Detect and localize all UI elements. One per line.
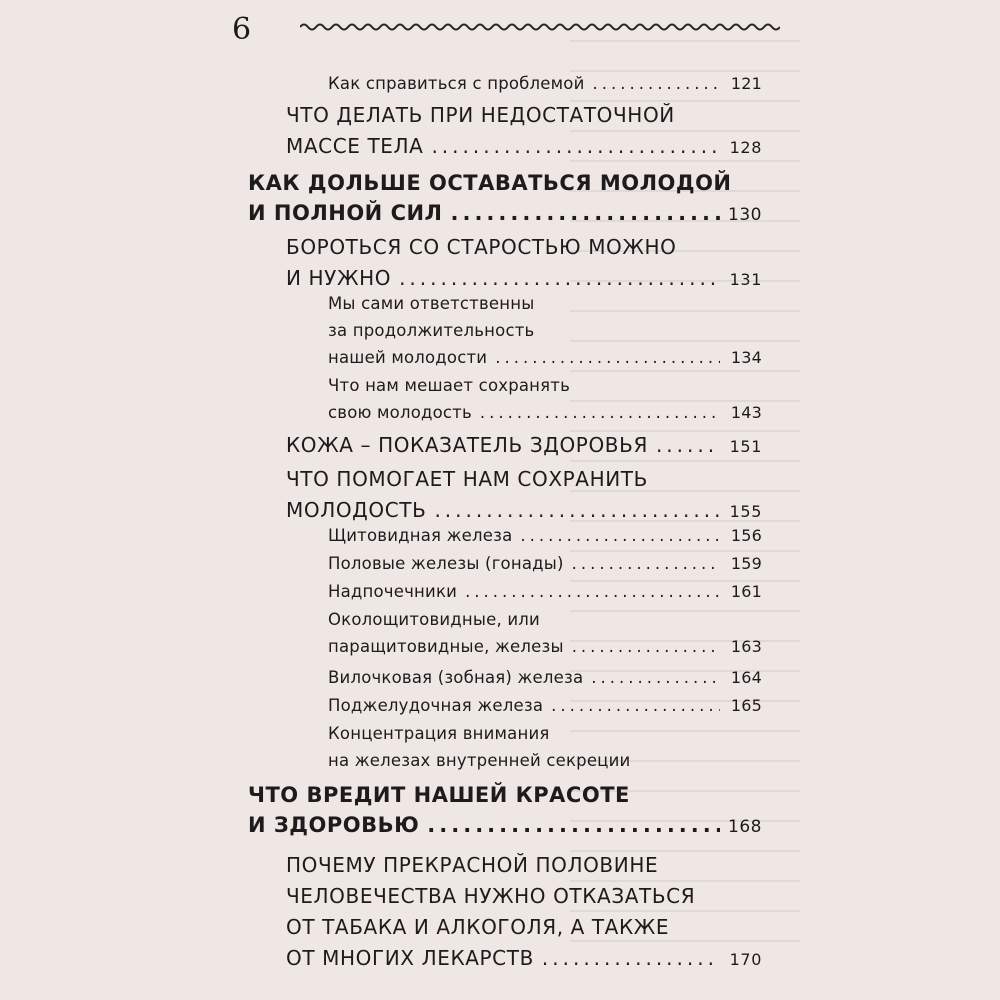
toc-entry [328,578,762,605]
toc-entry [328,70,762,97]
toc-entry [248,168,762,228]
toc-entry [328,692,762,719]
toc-entry-title: ОТ ТАБАКА И АЛКОГОЛЯ, А ТАКЖЕ [286,915,670,939]
toc-entry-title: Половые железы (гонады) [328,554,564,573]
toc-entry-title: Что нам мешает сохранять [328,376,571,395]
toc-entry [328,664,762,691]
toc-entry [286,430,762,461]
toc-page-number: 134 [730,348,762,367]
toc-page-number: 170 [729,950,762,969]
toc-entry-title: ОТ МНОГИХ ЛЕКАРСТВ [286,946,534,970]
dot-leader [465,578,720,605]
toc-page-number: 164 [730,668,762,687]
dot-leader [551,692,720,719]
toc-entry-title: Поджелудочная железа [328,696,544,715]
toc-entry-title: И НУЖНО [286,266,392,290]
toc-page-number: 155 [729,502,762,521]
toc-page-number: 143 [730,403,762,422]
toc-entry-title: Щитовидная железа [328,526,513,545]
toc-entry-title: Надпочечники [328,582,458,601]
dot-leader [431,131,720,162]
dot-leader [451,198,721,228]
toc-entry [286,100,762,162]
dot-leader [427,810,720,840]
toc-entry-title: МАССЕ ТЕЛА [286,134,424,158]
toc-entry-title: ЧТО ДЕЛАТЬ ПРИ НЕДОСТАТОЧНОЙ [286,103,675,127]
toc-entry-title: Мы сами ответственны [328,294,535,313]
toc-entry-title: Вилочковая (зобная) железа [328,668,584,687]
dot-leader [591,664,720,691]
toc-entry [328,372,762,426]
toc-entry [328,720,762,774]
dot-leader [656,430,720,461]
toc-page-number: 131 [729,270,762,289]
toc-entry-title: ЧТО ПОМОГАЕТ НАМ СОХРАНИТЬ [286,467,648,491]
toc-entry-title: ЧЕЛОВЕЧЕСТВА НУЖНО ОТКАЗАТЬСЯ [286,884,696,908]
toc-entry [286,464,762,526]
toc-entry-title: Концентрация внимания [328,724,550,743]
toc-page-number: 168 [728,817,762,837]
toc-entry-title: свою молодость [328,403,472,422]
toc-entry-title: КАК ДОЛЬШЕ ОСТАВАТЬСЯ МОЛОДОЙ [248,171,732,195]
toc-entry-title: БОРОТЬСЯ СО СТАРОСТЬЮ МОЖНО [286,235,677,259]
toc-page-number: 163 [730,637,762,656]
toc-entry-title: И ЗДОРОВЬЮ [248,813,420,837]
dot-leader [480,399,720,426]
dot-leader [520,522,720,549]
toc-entry [328,550,762,577]
dot-leader [495,344,720,371]
toc-page-number: 121 [730,74,762,93]
dot-leader [542,943,720,974]
toc-entry [286,232,762,294]
toc-entry-title: Как справиться с проблемой [328,74,585,93]
toc-page-number: 151 [729,437,762,456]
toc-entry-title: ПОЧЕМУ ПРЕКРАСНОЙ ПОЛОВИНЕ [286,853,659,877]
dot-leader [593,70,720,97]
toc-entry [286,850,762,974]
toc-entry-title: паращитовидные, железы [328,637,564,656]
toc-page-number: 165 [730,696,762,715]
toc-entry-title: МОЛОДОСТЬ [286,498,427,522]
toc-entry [328,522,762,549]
toc-page-number: 159 [730,554,762,573]
toc-entry [328,606,762,660]
toc-page-number: 156 [730,526,762,545]
toc-entry-title: на железах внутренней секреции [328,751,631,770]
toc-entry [328,290,762,371]
dot-leader [572,633,720,660]
toc-page-number: 128 [729,138,762,157]
dot-leader [572,550,720,577]
toc-entry-title: за продолжительность [328,321,535,340]
toc-entry-title: Околощитовидные, или [328,610,540,629]
toc-entry-title: ЧТО ВРЕДИТ НАШЕЙ КРАСОТЕ [248,783,630,807]
page-number: 6 [232,12,252,47]
toc-entry [248,780,762,840]
toc-entry-title: КОЖА – ПОКАЗАТЕЛЬ ЗДОРОВЬЯ [286,433,648,457]
toc-page-number: 161 [730,582,762,601]
toc-page-number: 130 [728,205,762,225]
toc-entry-title: нашей молодости [328,348,488,367]
toc-entry-title: И ПОЛНОЙ СИЛ [248,201,443,225]
